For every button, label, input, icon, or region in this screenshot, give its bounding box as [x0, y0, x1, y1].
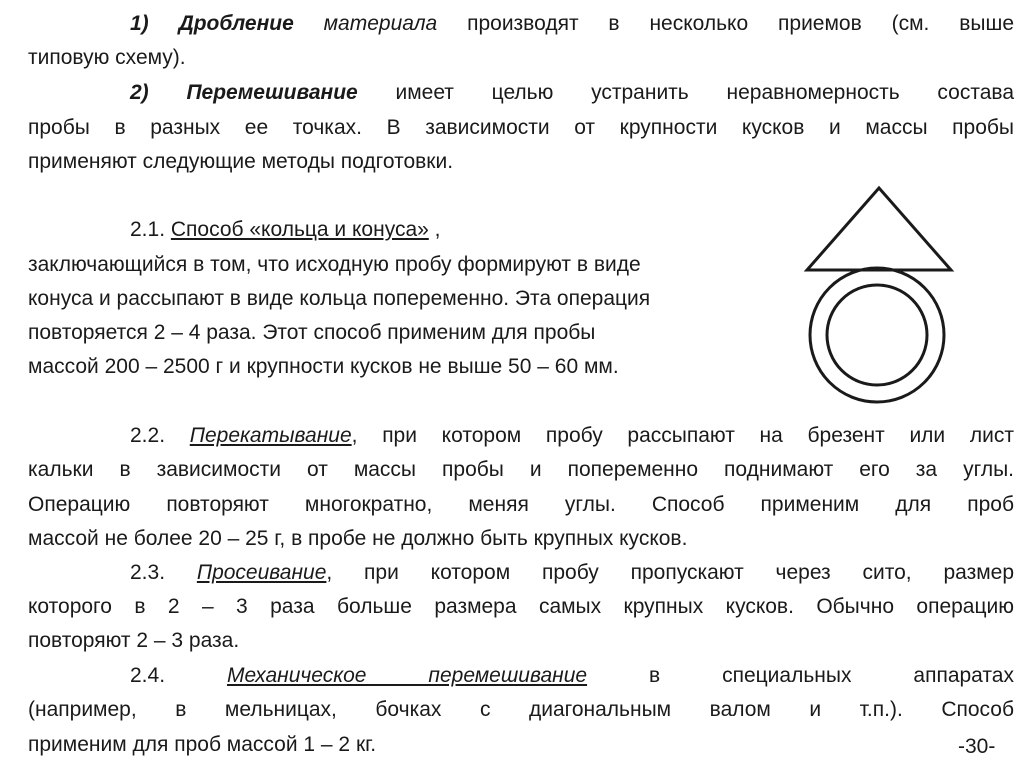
s23-line-2: которого в 2 – 3 раза больше размера самых крупных кусков. Обычно операцию [28, 595, 1014, 618]
page-number: -30- [958, 735, 996, 758]
p2-term: Перемешивание [186, 81, 358, 104]
ring-inner-circle [827, 285, 927, 385]
p1-line-2: типовую схему). [28, 46, 186, 69]
cone-triangle-shape [807, 188, 951, 270]
s24-word-1: в [649, 664, 661, 687]
p2-line-2: пробы в разных ее точках. В зависимости от крупности кусков и массы пробы [28, 116, 1014, 139]
s24-word-2: специальных [722, 664, 852, 687]
s24-line-3: применим для проб массой 1 – 2 кг. [28, 733, 377, 756]
s21-title: Способ «кольца и конуса» [170, 218, 429, 241]
p2-number: 2) [130, 81, 149, 104]
s23-rest: , при котором пробу пропускают через сито, размер [326, 561, 1014, 584]
s22-line-2: кальки в зависимости от массы пробы и попеременно поднимают его за углы. [28, 458, 1014, 481]
p2-rest: имеет целью устранить неравномерность состава [395, 81, 1014, 104]
s21-number: 2.1. [130, 218, 166, 241]
s21-line-3: конуса и рассыпают в виде кольца попеременно. Эта операция [28, 287, 651, 310]
s24-title: Механическое перемешивание [226, 664, 588, 687]
cone-and-ring-figure [800, 180, 960, 420]
s24-line-2: (например, в мельницах, бочках с диагональным валом и т.п.). Способ [28, 698, 1014, 721]
s22-line-3: Операцию повторяют многократно, меняя углы. Способ применим для проб [28, 493, 1014, 516]
s21-line-5: массой 200 – 2500 г и крупности кусков не выше 50 – 60 мм. [28, 355, 619, 378]
s22-rest: , при котором пробу рассыпают на брезент или лист [351, 424, 1014, 447]
s22-title: Перекатывание [189, 424, 352, 447]
s24-word-3: аппаратах [913, 664, 1014, 687]
s22-line-1 [28, 419, 1014, 453]
s23-line-3: повторяют 2 – 3 раза. [28, 629, 240, 652]
ring-outer-circle [810, 268, 944, 402]
s21-line-4: повторяется 2 – 4 раза. Этот способ применим для пробы [28, 321, 596, 344]
s21-line-2: заключающийся в том, что исходную пробу формируют в виде [28, 253, 641, 276]
p1-rest: производят в несколько приемов (см. выше [467, 12, 1015, 35]
s24-number: 2.4. [130, 664, 166, 687]
s22-line-4: массой не более 20 – 25 г, в пробе не должно быть крупных кусков. [28, 527, 688, 550]
s23-line-1 [28, 556, 1014, 590]
s21-line-1 [28, 213, 440, 247]
s24-line-1 [28, 659, 1014, 693]
p1-term: Дробление [178, 12, 294, 35]
s22-number: 2.2. [130, 424, 166, 447]
p1-number: 1) [130, 12, 149, 35]
s23-number: 2.3. [130, 561, 166, 584]
s23-title: Просеивание [196, 561, 327, 584]
p1-word: материала [323, 12, 438, 35]
s21-after: , [428, 218, 441, 241]
p2-line-3: применяют следующие методы подготовки. [28, 150, 454, 173]
p1-line-1 [28, 7, 1014, 41]
p2-line-1 [28, 76, 1014, 110]
